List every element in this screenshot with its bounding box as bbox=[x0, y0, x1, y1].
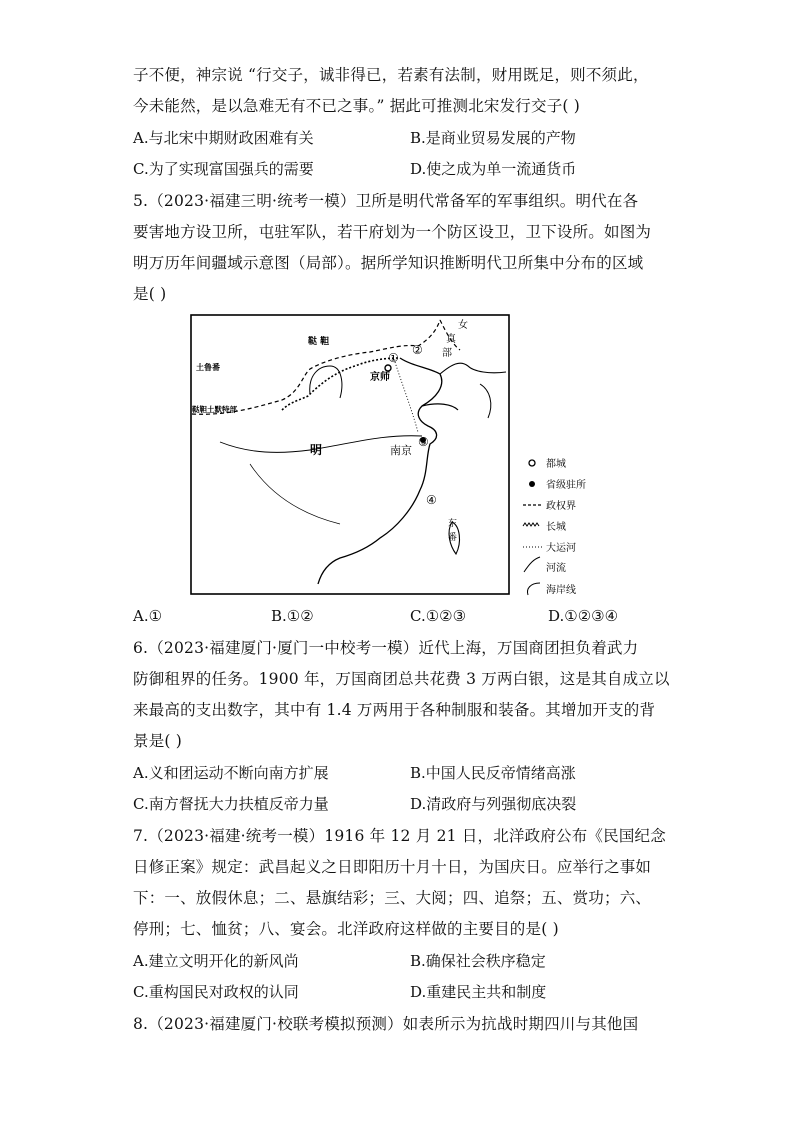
ming-territory-map bbox=[190, 314, 510, 595]
legend-canal-label: 大运河 bbox=[546, 543, 576, 554]
q4-option-a[interactable]: A.与北宋中期财政困难有关 bbox=[133, 129, 314, 147]
map-frame bbox=[191, 315, 509, 594]
q5-option-a[interactable]: A.① bbox=[133, 607, 163, 625]
marker-1: ① bbox=[388, 351, 399, 365]
q7-option-d[interactable]: D.重建民主共和制度 bbox=[410, 983, 547, 1001]
q7-line-2: 日修正案》规定：武昌起义之日即阳历十月十日，为国庆日。应举行之事如 bbox=[133, 858, 652, 876]
marker-4: ④ bbox=[426, 493, 437, 507]
legend-river-label: 河流 bbox=[546, 563, 566, 574]
q5-option-b[interactable]: B.①② bbox=[271, 607, 314, 625]
q4-line-1: 子不便，神宗说 “行交子，诚非得已，若素有法制，财用既足，则不须此， bbox=[133, 66, 649, 84]
q6-option-c[interactable]: C.南方督抚大力扶植反帝力量 bbox=[133, 795, 329, 813]
q4-option-c[interactable]: C.为了实现富国强兵的需要 bbox=[133, 160, 314, 178]
legend-capital-icon bbox=[529, 460, 535, 466]
q7-option-b[interactable]: B.确保社会秩序稳定 bbox=[410, 952, 546, 970]
legend-coast-icon bbox=[528, 583, 541, 595]
label-dong: 东 bbox=[448, 519, 458, 529]
legend-provincial-label: 省级驻所 bbox=[546, 480, 586, 491]
marker-3: ③ bbox=[418, 435, 429, 449]
q5-option-d[interactable]: D.①②③④ bbox=[548, 607, 619, 625]
q4-line-2: 今未能然，是以急难无有不已之事。” 据此可推测北宋发行交子( ) bbox=[133, 97, 581, 115]
q6-option-b[interactable]: B.中国人民反帝情绪高涨 bbox=[410, 764, 576, 782]
label-tatar: 鞑 靼 bbox=[308, 337, 330, 347]
legend-boundary-label: 政权界 bbox=[546, 501, 576, 512]
legend-wall-label: 长城 bbox=[546, 522, 566, 533]
q6-line-2: 防御租界的任务。1900 年，万国商团总共花费 3 万两白银，这是其自成立以 bbox=[133, 670, 670, 688]
label-tatar-tumote: 鞑靼土默特部 bbox=[192, 405, 237, 414]
q5-line-2: 要害地方设卫所，屯驻军队，若干府划为一个防区设卫，卫下设所。如图为 bbox=[133, 223, 652, 241]
q6-option-d[interactable]: D.清政府与列强彻底决裂 bbox=[410, 795, 577, 813]
legend-wall-icon bbox=[523, 523, 539, 526]
label-bu: 部 bbox=[442, 348, 452, 359]
label-zhen: 真 bbox=[446, 334, 456, 345]
q7-line-3: 下：一、放假休息；二、悬旗结彩；三、大阅；四、追祭；五、赏功；六、 bbox=[133, 889, 652, 907]
q8-line-1: 8.（2023·福建厦门·校联考模拟预测）如表所示为抗战时期四川与其他国 bbox=[133, 1015, 639, 1033]
map-legend-panel bbox=[520, 455, 616, 597]
capital-marker bbox=[385, 365, 391, 371]
q6-option-a[interactable]: A.义和团运动不断向南方扩展 bbox=[133, 764, 329, 782]
legend-river-icon bbox=[524, 557, 540, 572]
q6-line-4: 景是( ) bbox=[133, 732, 183, 750]
legend-capital-label: 都城 bbox=[546, 459, 566, 470]
q5-line-4: 是( ) bbox=[133, 285, 167, 303]
q6-line-3: 来最高的支出数字，其中有 1.4 万两用于各种制服和装备。其增加开支的背 bbox=[133, 701, 656, 719]
q6-line-1: 6.（2023·福建厦门·厦门一中校考一模）近代上海，万国商团担负着武力 bbox=[133, 639, 639, 657]
q7-option-a[interactable]: A.建立文明开化的新风尚 bbox=[133, 952, 299, 970]
q7-option-c[interactable]: C.重构国民对政权的认同 bbox=[133, 983, 299, 1001]
label-jingshi: 京师 bbox=[370, 372, 390, 383]
q5-option-c[interactable]: C.①②③ bbox=[410, 607, 467, 625]
q4-option-d[interactable]: D.使之成为单一流通货币 bbox=[410, 160, 577, 178]
q5-line-1: 5.（2023·福建三明·统考一模）卫所是明代常备军的军事组织。明代在各 bbox=[133, 192, 639, 210]
q4-option-b[interactable]: B.是商业贸易发展的产物 bbox=[410, 129, 576, 147]
label-nv: 女 bbox=[458, 320, 468, 331]
q5-line-3: 明万历年间疆域示意图（局部）。据所学知识推断明代卫所集中分布的区域 bbox=[133, 254, 644, 272]
q7-line-1: 7.（2023·福建·统考一模）1916 年 12 月 21 日，北洋政府公布《民国纪念 bbox=[133, 827, 666, 845]
label-ming: 明 bbox=[310, 443, 323, 457]
label-fan: 番 bbox=[448, 533, 458, 543]
q7-line-4: 停刑；七、恤贫；八、宴会。北洋政府这样做的主要目的是( ) bbox=[133, 920, 559, 938]
label-tumote: 土鲁番 bbox=[196, 363, 220, 372]
legend-provincial-icon bbox=[529, 481, 535, 487]
label-nanjing: 南京 bbox=[390, 444, 412, 457]
marker-2: ② bbox=[412, 343, 423, 357]
legend-coast-label: 海岸线 bbox=[546, 585, 576, 596]
